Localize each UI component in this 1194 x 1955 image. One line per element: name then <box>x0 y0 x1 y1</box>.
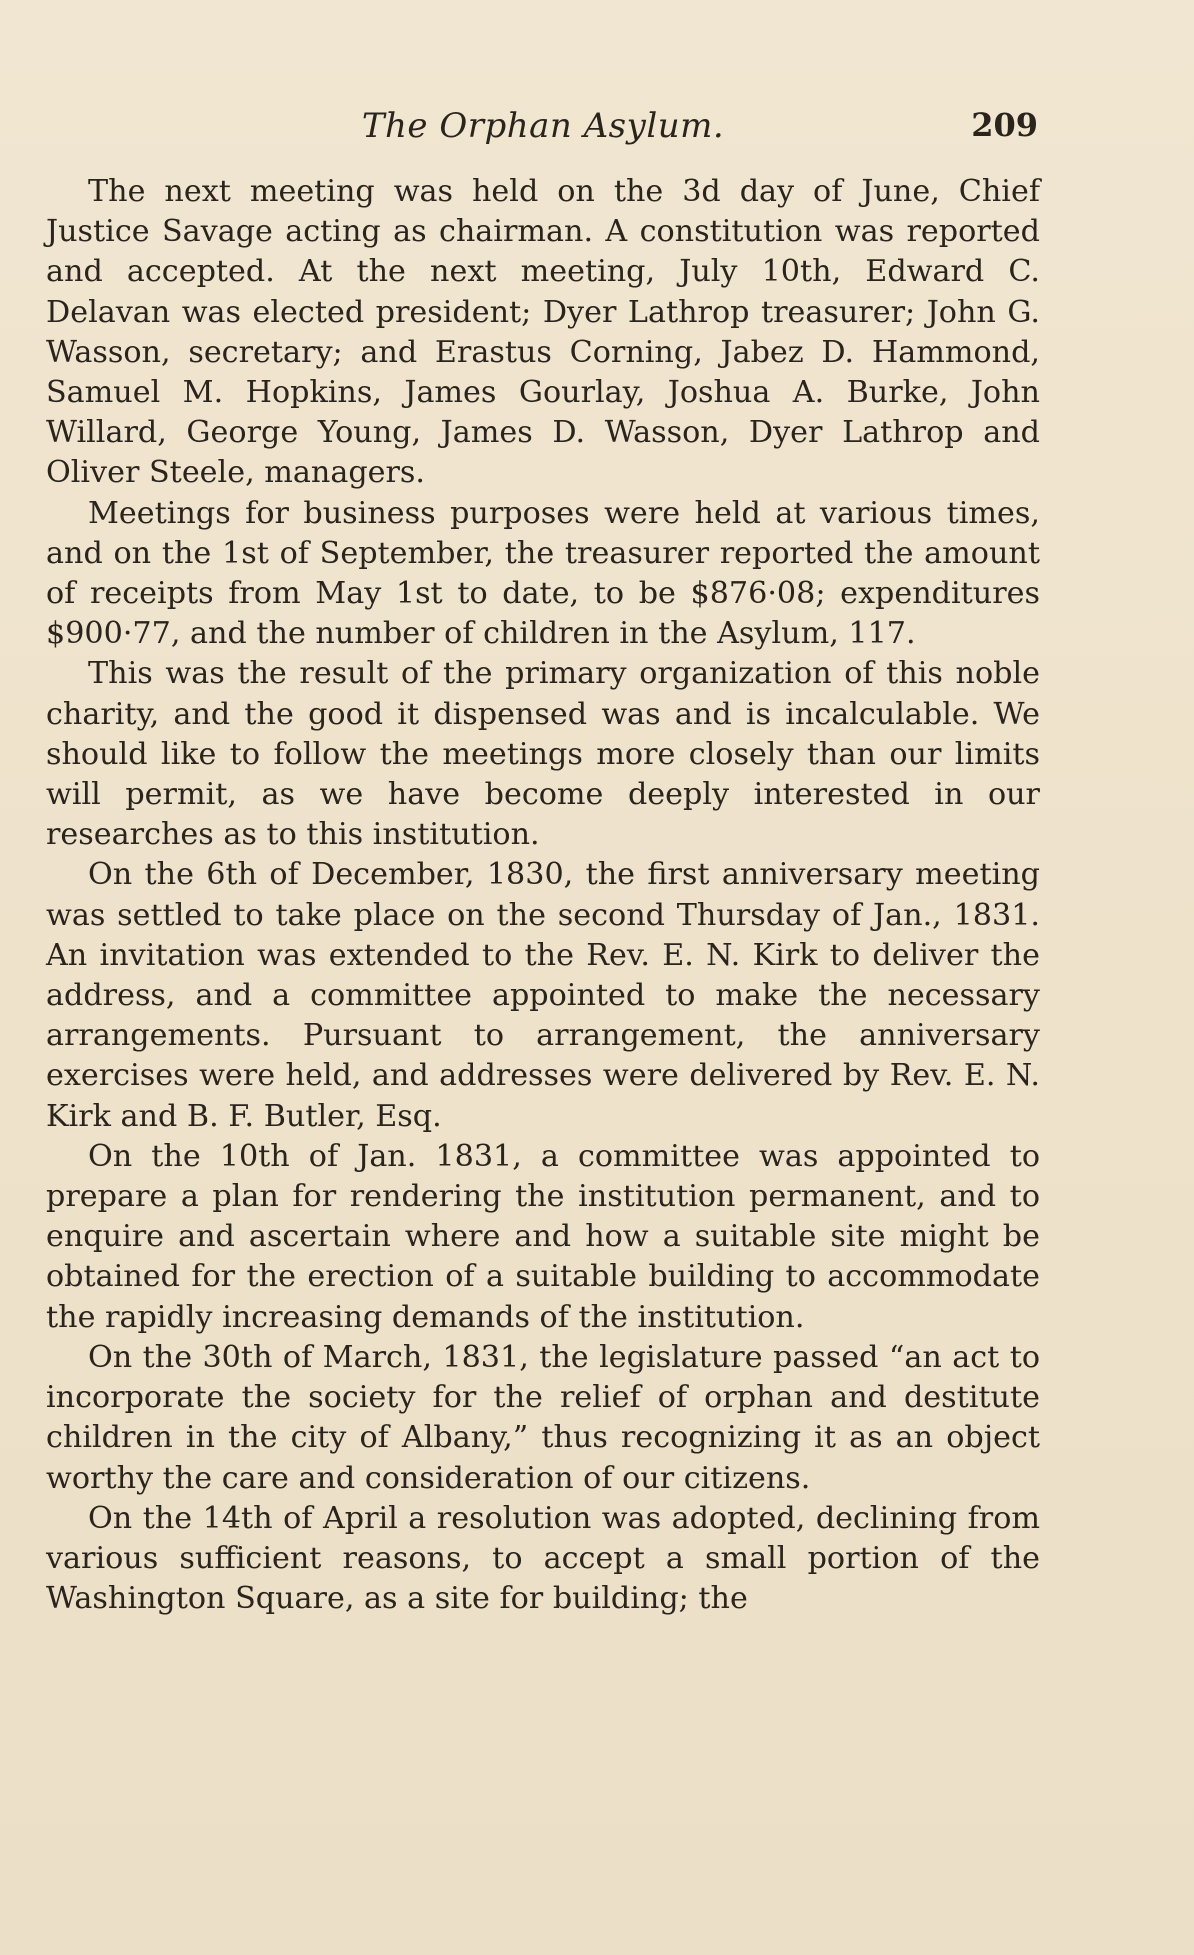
body-text <box>46 172 1040 1619</box>
page-number: 209 <box>971 106 1038 144</box>
page-header <box>48 100 1038 150</box>
paragraph-1: The next meeting was held on the 3d day of June, Chief Justice Savage acting as chairman. A constitution was reported and accepted. At the next meeting, July 10th, Edward C. Delavan was elected president; Dyer Lathrop treasurer; John G. Wasson, secretary; and Erastus Corning, Jabez D. Hammond, Samuel M. Hopkins, James Gourlay, Joshua A. Burke, John Willard, George Young, James D. Wasson, Dyer Lathrop and Oliver Steele, managers. <box>46 174 1040 491</box>
paragraph-5: On the 10th of Jan. 1831, a committee was appointed to prepare a plan for rendering the institution permanent, and to enquire and ascertain where and how a suitable site might be obtained for the erection of a suitable building to accommodate the rapidly increasing demands of the institution. <box>46 1138 1040 1335</box>
paragraph-4: On the 6th of December, 1830, the first anniversary meeting was settled to take place on the second Thursday of Jan., 1831. An invitation was extended to the Rev. E. N. Kirk to deliver the address, and a committee appointed to make the necessary arrangements. Pursuant to arrangement, the anniversary exercises were held, and addresses were delivered by Rev. E. N. Kirk and B. F. Butler, Esq. <box>46 857 1040 1134</box>
paragraph-7: On the 14th of April a resolution was adopted, declining from various sufficient reasons, to accept a small portion of the Washington Square, as a site for building; the <box>46 1500 1040 1617</box>
paragraph-2: Meetings for business purposes were held at various times, and on the 1st of September, the treasurer reported the amount of receipts from May 1st to date, to be $876·08; expenditures $900·77, and the number of children in the Asylum, 117. <box>46 495 1040 652</box>
paragraph-6: On the 30th of March, 1831, the legislature passed “an act to incorporate the society for the relief of orphan and destitute children in the city of Albany,” thus recognizing it as an object worthy the care and consideration of our citizens. <box>46 1339 1040 1496</box>
running-title: The Orphan Asylum. <box>361 106 725 146</box>
paragraph-3: This was the result of the primary organization of this noble charity, and the good it dispensed was and is incalculable. We should like to follow the meetings more closely than our limits will permit, as we have become deeply interested in our researches as to this institution. <box>46 656 1040 853</box>
